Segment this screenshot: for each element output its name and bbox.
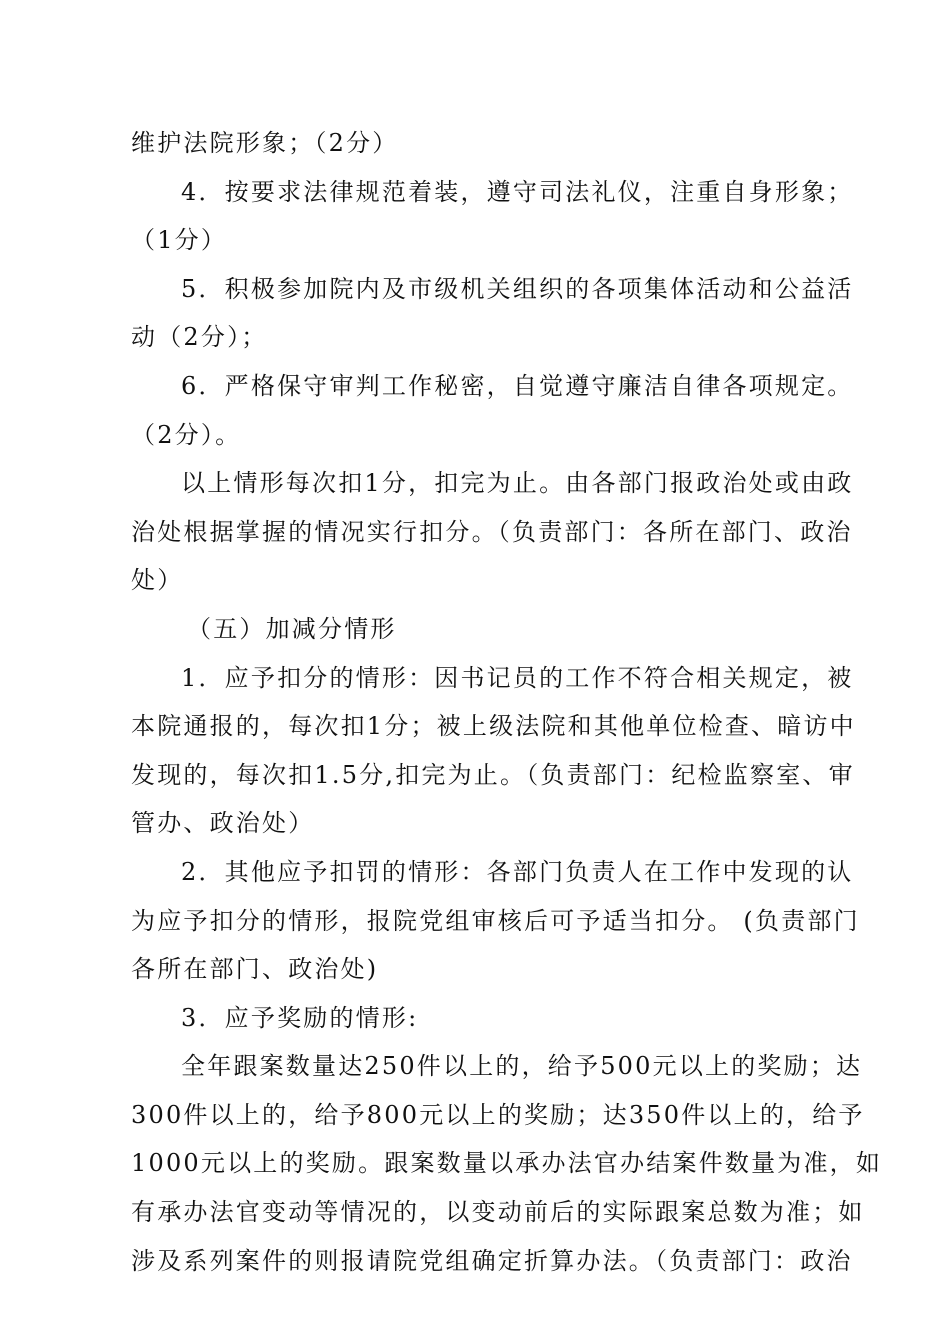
text-line-16: 2．其他应予扣罚的情形：各部门负责人在工作中发现的认	[181, 857, 854, 886]
text-line-24: 涉及系列案件的则报请院党组确定折算办法。（负责部门：政治	[131, 1246, 853, 1275]
text-line-9: 治处根据掌握的情况实行扣分。（负责部门：各所在部门、政治	[131, 517, 853, 546]
text-line-5: 动（2分）；	[131, 323, 268, 352]
text-line-7: （2分）。	[131, 420, 242, 449]
text-line-8: 以上情形每次扣1分，扣完为止。由各部门报政治处或由政	[181, 469, 854, 498]
text-line-20: 全年跟案数量达250件以上的，给予500元以上的奖励；达	[181, 1052, 863, 1081]
text-line-19: 3．应予奖励的情形:	[181, 1003, 419, 1032]
text-line-3: （1分）	[131, 226, 228, 255]
document-body	[131, 119, 883, 1285]
section-heading: （五）加减分情形	[187, 614, 397, 643]
text-line-23: 有承办法官变动等情况的，以变动前后的实际跟案总数为准；如	[131, 1198, 865, 1227]
text-line-12: 1．应予扣分的情形：因书记员的工作不符合相关规定，被	[181, 663, 854, 692]
text-line-1: 维护法院形象；（2分）	[131, 129, 399, 157]
text-line-4: 5．积极参加院内及市级机关组织的各项集体活动和公益活	[181, 274, 854, 303]
text-line-2: 4．按要求法律规范着装，遵守司法礼仪，注重自身形象；	[181, 177, 854, 206]
text-line-21: 300件以上的，给予800元以上的奖励；达350件以上的，给予	[131, 1100, 865, 1129]
text-line-18: 各所在部门、政治处)	[131, 955, 379, 984]
text-line-10: 处）	[131, 566, 184, 595]
text-line-22: 1000元以上的奖励。跟案数量以承办法官办结案件数量为准，如	[131, 1149, 883, 1178]
text-line-14: 发现的，每次扣1.5分,扣完为止。（负责部门：纪检监察室、审	[131, 760, 855, 789]
text-line-6: 6．严格保守审判工作秘密，自觉遵守廉洁自律各项规定。	[181, 371, 854, 400]
text-line-17: 为应予扣分的情形，报院党组审核后可予适当扣分。 (负责部门	[131, 906, 860, 935]
text-line-13: 本院通报的，每次扣1分；被上级法院和其他单位检查、暗访中	[131, 712, 856, 741]
text-line-15: 管办、政治处）	[131, 809, 315, 838]
